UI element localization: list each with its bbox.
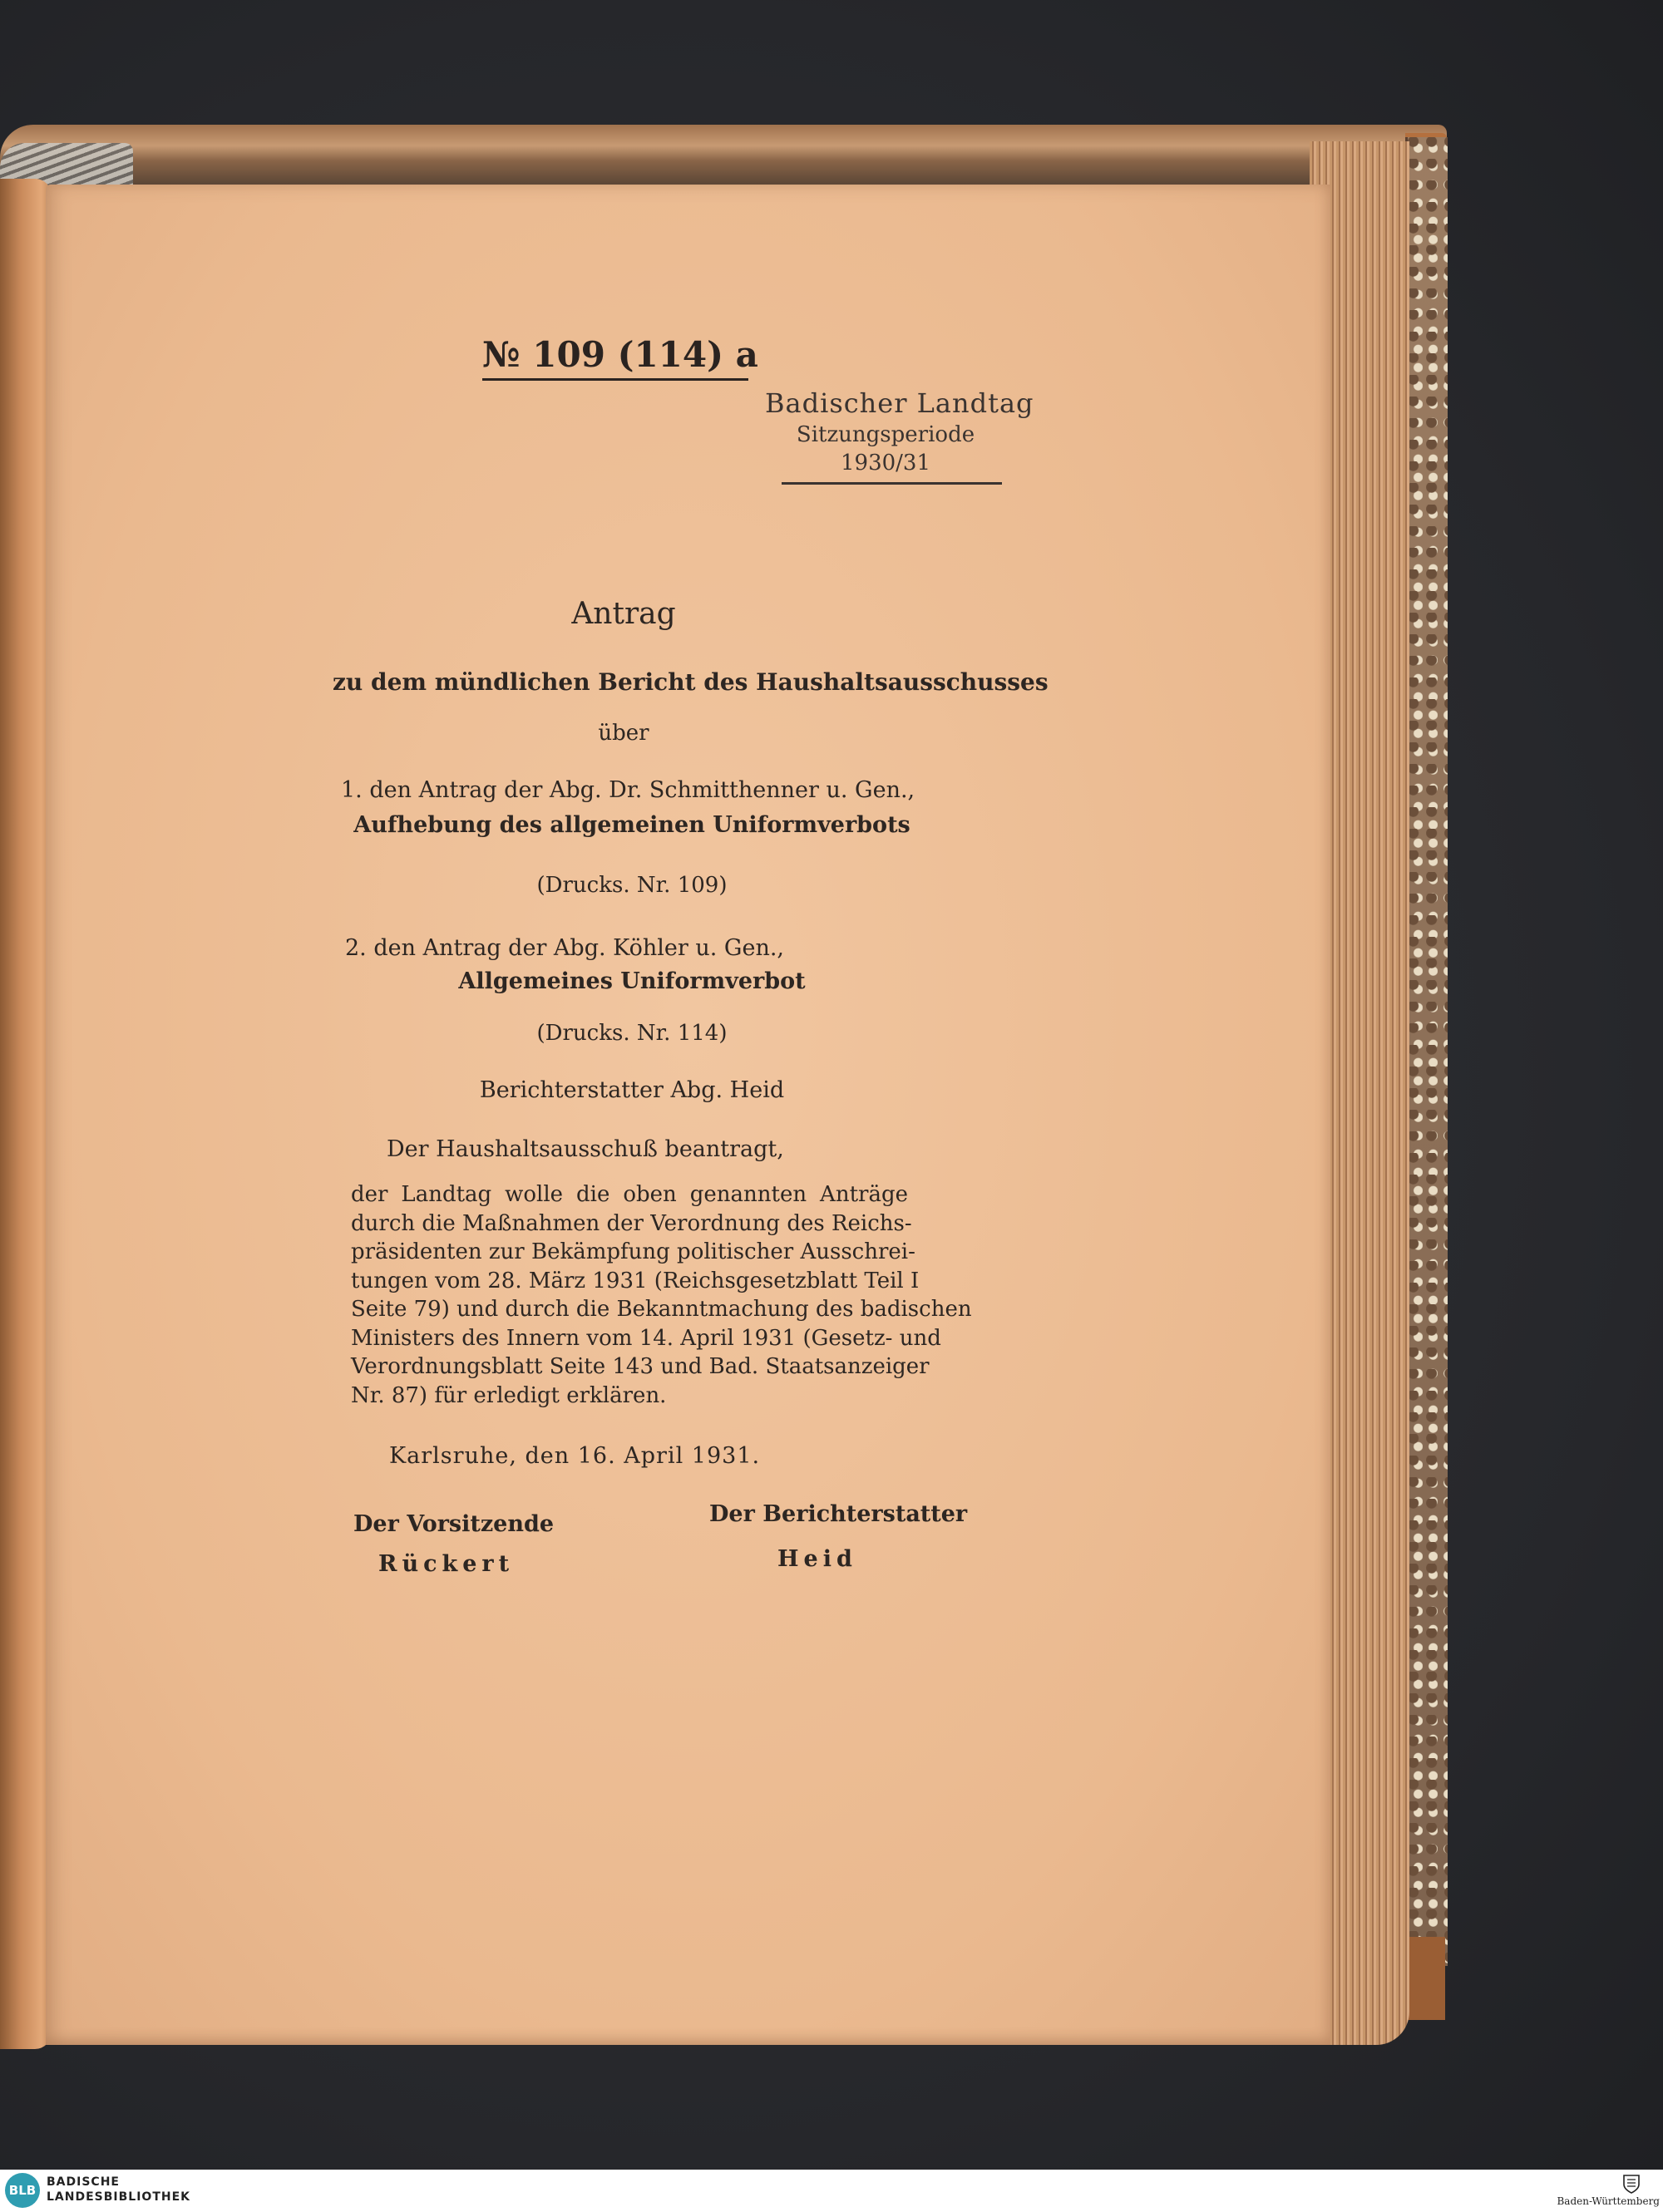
body-line: der Landtag wolle die oben genannten Anträge bbox=[351, 1182, 908, 1207]
item-2-reference: (Drucks. Nr. 114) bbox=[536, 1021, 728, 1046]
document-subtitle: zu dem mündlichen Bericht des Haushaltsausschusses bbox=[333, 668, 1049, 696]
proposal-body bbox=[351, 1180, 972, 1410]
stamp-line-2: Sitzungsperiode bbox=[796, 422, 975, 447]
library-name-line-1: BADISCHE bbox=[47, 2175, 120, 2189]
state-label: Baden-Württemberg bbox=[1557, 2195, 1660, 2207]
body-line: präsidenten zur Bekämpfung politischer Ausschrei- bbox=[351, 1239, 915, 1264]
blb-logo-icon[interactable]: BLB bbox=[5, 2173, 40, 2208]
body-line: Verordnungsblatt Seite 143 und Bad. Staatsanzeiger bbox=[351, 1354, 930, 1379]
book-top-edge bbox=[0, 125, 1447, 185]
marbled-cover-edge bbox=[1405, 137, 1448, 1966]
item-2-line-2: Allgemeines Uniformverbot bbox=[458, 968, 806, 994]
body-line: Seite 79) und durch die Bekanntmachung des badischen bbox=[351, 1297, 972, 1322]
body-line: durch die Maßnahmen der Verordnung des Reichs- bbox=[351, 1210, 912, 1236]
ueber-text: über bbox=[598, 721, 649, 746]
chairman-name: Rückert bbox=[378, 1551, 515, 1577]
cover-leather-bottom bbox=[1405, 1937, 1445, 2020]
reporter-line: Berichterstatter Abg. Heid bbox=[479, 1077, 785, 1103]
stamp-underline bbox=[782, 482, 1002, 485]
item-1-line-2: Aufhebung des allgemeinen Uniformverbots bbox=[353, 812, 910, 838]
document-page bbox=[46, 185, 1330, 2045]
document-number-underline bbox=[482, 378, 748, 381]
stamp-line-3: 1930/31 bbox=[840, 451, 930, 475]
library-name bbox=[47, 2175, 190, 2205]
footer-bar bbox=[0, 2170, 1663, 2212]
reporter-name: Heid bbox=[777, 1546, 857, 1572]
place-and-date: Karlsruhe, den 16. April 1931. bbox=[389, 1443, 761, 1469]
baden-wuerttemberg-emblem-icon bbox=[1621, 2173, 1642, 2195]
landtag-stamp bbox=[765, 387, 1034, 475]
reporter-title: Der Berichterstatter bbox=[709, 1501, 968, 1527]
proposal-intro: Der Haushaltsausschuß beantragt, bbox=[387, 1136, 784, 1162]
item-1-reference: (Drucks. Nr. 109) bbox=[536, 873, 728, 898]
stamp-line-1: Badischer Landtag bbox=[765, 387, 1034, 419]
body-line: Ministers des Innern vom 14. April 1931 (Gesetz- und bbox=[351, 1325, 941, 1351]
body-line: tungen vom 28. März 1931 (Reichsgesetzblatt Teil I bbox=[351, 1268, 920, 1293]
left-page-edge bbox=[0, 179, 52, 2049]
item-2-line-1: 2. den Antrag der Abg. Köhler u. Gen., bbox=[345, 935, 785, 961]
item-1-line-1: 1. den Antrag der Abg. Dr. Schmitthenner u. Gen., bbox=[341, 777, 915, 803]
document-number: № 109 (114) a bbox=[482, 334, 758, 375]
document-title: Antrag bbox=[571, 597, 676, 631]
library-name-line-2: LANDESBIBLIOTHEK bbox=[47, 2190, 191, 2204]
body-line: Nr. 87) für erledigt erklären. bbox=[351, 1382, 667, 1408]
chairman-title: Der Vorsitzende bbox=[353, 1511, 555, 1537]
